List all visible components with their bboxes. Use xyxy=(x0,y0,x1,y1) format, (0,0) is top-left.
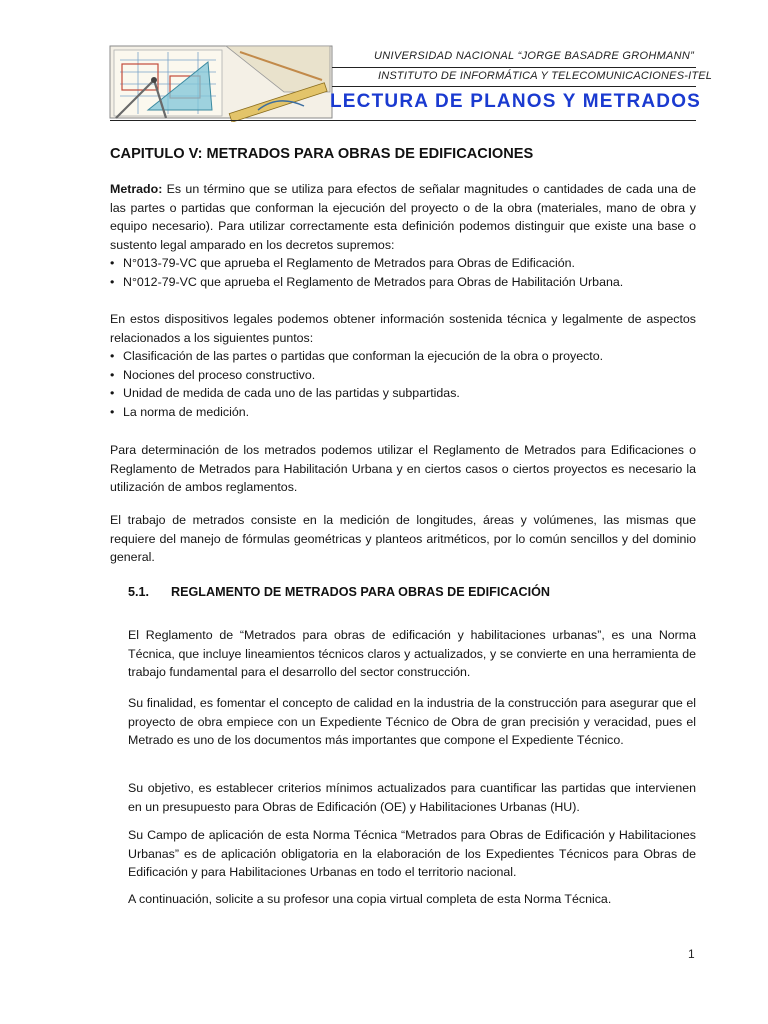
list-item: • Unidad de medida de cada uno de las partidas y subpartidas. xyxy=(110,384,696,403)
list-item: • La norma de medición. xyxy=(110,403,696,422)
definition-paragraph xyxy=(110,180,696,254)
definition-term: Metrado: xyxy=(110,182,163,196)
drafting-tools-illustration-icon xyxy=(108,40,336,122)
section-paragraph: Su finalidad, es fomentar el concepto de calidad en la industria de la construcción para asegurar que el proyecto de obra empiece con un Expediente Técnico de Obra de gran precisión y veracidad, pues el Metrado es uno de los documentos más importantes que compone el Expediente Técnico. xyxy=(128,696,696,748)
header-divider xyxy=(332,86,696,87)
section-paragraph: El Reglamento de “Metrados para obras de edificación y habilitaciones urbanas”, es una Norma Técnica, que incluye lineamientos técnicos claros y actualizados, y se convierte en una herramienta de trabajo fundamental para el desarrollo del sector construcción. xyxy=(128,628,696,680)
course-title: LECTURA DE PLANOS Y METRADOS xyxy=(330,91,702,112)
work-paragraph: El trabajo de metrados consiste en la medición de longitudes, áreas y volúmenes, las mismas que requiere del manejo de fórmulas geométricas y planteos aritméticos, por lo común sencillos y del dominio general. xyxy=(110,513,696,565)
list-item: • Nociones del proceso constructivo. xyxy=(110,366,696,385)
header-divider xyxy=(332,67,696,68)
determination-paragraph: Para determinación de los metrados podemos utilizar el Reglamento de Metrados para Edificaciones o Reglamento de Metrados para Habilitación Urbana y en ciertos casos o ciertos proyectos es necesario la utilización de ambos reglamentos. xyxy=(110,443,696,495)
section-title: REGLAMENTO DE METRADOS PARA OBRAS DE EDIFICACIÓN xyxy=(171,585,551,599)
section-paragraph: A continuación, solicite a su profesor una copia virtual completa de esta Norma Técnica. xyxy=(128,892,612,906)
section-heading xyxy=(128,585,550,599)
university-name: UNIVERSIDAD NACIONAL “JORGE BASADRE GROHMANN” xyxy=(374,50,695,62)
section-number: 5.1. xyxy=(128,585,150,599)
chapter-title: CAPITULO V: METRADOS PARA OBRAS DE EDIFICACIONES xyxy=(110,146,534,162)
list-item: • N°012-79-VC que aprueba el Reglamento de Metrados para Obras de Habilitación Urbana. xyxy=(110,273,696,292)
institute-name: INSTITUTO DE INFORMÁTICA Y TELECOMUNICACIONES-ITEL xyxy=(378,70,713,82)
list-item: • Clasificación de las partes o partidas que conforman la ejecución de la obra o proyecto. xyxy=(110,347,696,366)
section-paragraph: Su Campo de aplicación de esta Norma Técnica “Metrados para Obras de Edificación y Habilitaciones Urbanas” es de aplicación obligatoria en la elaboración de los Expedientes Técnicos para Obras de Edificación y para Habilitaciones Urbanas en todo el territorio nacional. xyxy=(128,828,696,880)
header-bottom-divider xyxy=(110,120,696,121)
section-paragraph: Su objetivo, es establecer criterios mínimos actualizados para cuantificar las partidas que intervienen en un presupuesto para Obras de Edificación (OE) y Habilitaciones Urbanas (HU). xyxy=(128,781,696,814)
decree-list xyxy=(110,254,696,291)
legal-devices-intro: En estos dispositivos legales podemos obtener información sostenida técnica y legalmente de aspectos relacionados a los siguientes puntos: xyxy=(110,312,696,345)
definition-text: Es un término que se utiliza para efectos de señalar magnitudes o cantidades de cada una de las partes o partidas que conforman la ejecución del proyecto o de la obra (materiales, mano de obra y equipo necesario). Para utilizar correctamente esta definición podemos distinguir que existe una base o sustento legal amparado en los decretos supremos: xyxy=(110,182,696,252)
page-number: 1 xyxy=(688,947,695,961)
legal-points-list xyxy=(110,347,696,421)
list-item: • N°013-79-VC que aprueba el Reglamento de Metrados para Obras de Edificación. xyxy=(110,254,696,273)
